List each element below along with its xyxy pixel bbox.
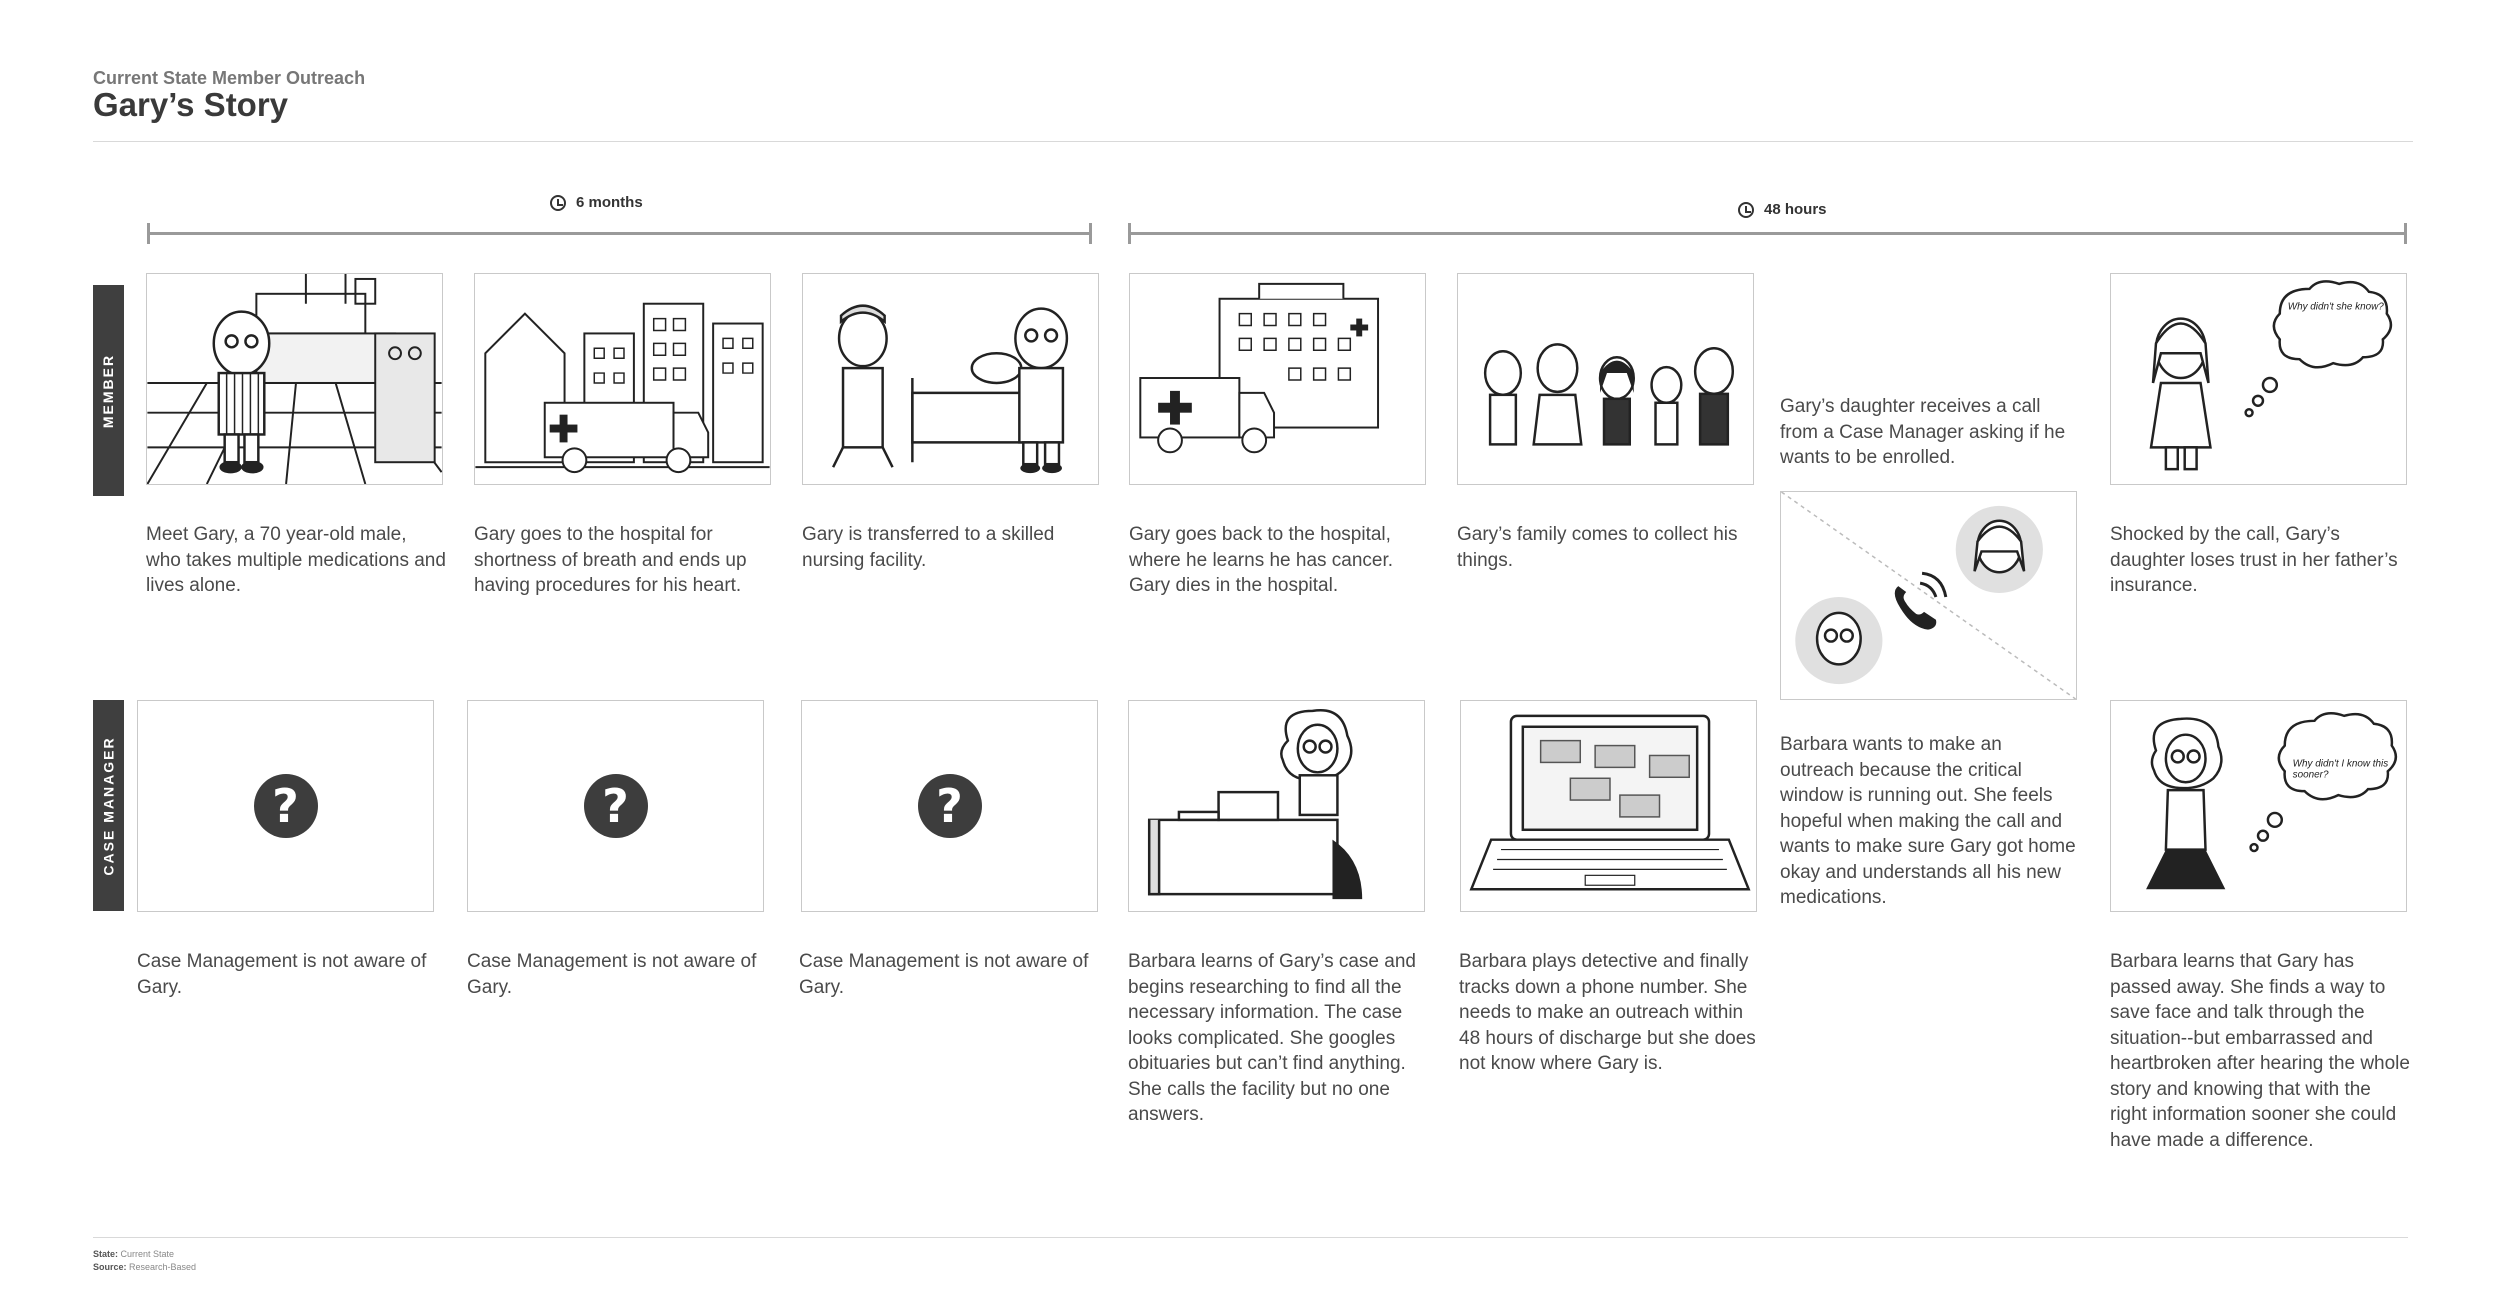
footer-state-label: State: xyxy=(93,1249,119,1259)
lane-member xyxy=(93,285,124,496)
timeline-span-48-hours xyxy=(1128,232,2407,235)
panel-phone-call xyxy=(1780,491,2077,700)
laptop-illustration xyxy=(1461,701,1756,911)
clock-icon xyxy=(1738,202,1754,218)
question-mark-icon: ? xyxy=(254,774,318,838)
daughter-thought-text: Why didn't she know? xyxy=(2287,301,2384,313)
footer-source-label: Source: xyxy=(93,1262,127,1272)
panel-hospital-heart xyxy=(474,273,771,485)
footer-source-value: Research-Based xyxy=(129,1262,197,1272)
daughter-thought-illustration xyxy=(2111,274,2406,484)
header-divider xyxy=(93,141,2413,142)
panel-hospital-cancer xyxy=(1129,273,1426,485)
question-mark-icon: ? xyxy=(918,774,982,838)
cm-caption-7: Barbara learns that Gary has passed away. She finds a way to save face and talk through the situation--but embarrassed and heartbroken after hearing the whole story and knowing that with the right information sooner she could have made a difference. xyxy=(2110,951,2410,1151)
footer-state-value: Current State xyxy=(120,1249,175,1259)
lane-case-manager xyxy=(93,700,124,911)
member-caption-2: Gary goes to the hospital for shortness of breath and ends up having procedures for his heart. xyxy=(474,524,747,596)
panel-barbara-passed xyxy=(2110,700,2407,912)
member-caption-5: Gary’s family comes to collect his things. xyxy=(1457,524,1738,571)
phone-call-illustration xyxy=(1781,492,2076,699)
panel-laptop xyxy=(1460,700,1757,912)
nurse-bed-illustration xyxy=(803,274,1098,484)
cm-caption-3: Case Management is not aware of Gary. xyxy=(799,951,1089,998)
member-caption-1: Meet Gary, a 70 year-old male, who takes multiple medications and lives alone. xyxy=(146,524,446,596)
cm-caption-1: Case Management is not aware of Gary. xyxy=(137,951,427,998)
timeline-span-6-months xyxy=(147,232,1092,235)
footer-divider xyxy=(93,1237,2408,1238)
hospital-illustration xyxy=(1130,274,1425,484)
duration-6-months xyxy=(550,194,643,211)
lane-member-label: MEMBER xyxy=(100,353,117,428)
lane-case-manager-label: CASE MANAGER xyxy=(100,735,117,876)
family-illustration xyxy=(1458,274,1753,484)
city-ambulance-illustration xyxy=(475,274,770,484)
duration-label: 6 months xyxy=(576,194,643,211)
panel-family xyxy=(1457,273,1754,485)
member-caption-7: Shocked by the call, Gary’s daughter loses trust in her father’s insurance. xyxy=(2110,524,2398,596)
panel-cm-unknown-3 xyxy=(801,700,1098,912)
footer-state xyxy=(93,1249,174,1259)
cm-caption-2: Case Management is not aware of Gary. xyxy=(467,951,757,998)
member-caption-4: Gary goes back to the hospital, where he learns he has cancer. Gary dies in the hospital. xyxy=(1129,524,1394,596)
footer-source xyxy=(93,1262,196,1272)
panel-cm-unknown-2 xyxy=(467,700,764,912)
duration-label: 48 hours xyxy=(1764,201,1827,218)
page-kicker: Current State Member Outreach xyxy=(93,68,366,88)
barbara-thought-text: Why didn't I know this sooner? xyxy=(2292,758,2389,781)
panel-gary-kitchen xyxy=(146,273,443,485)
barbara-thought-illustration xyxy=(2111,701,2406,911)
cm-caption-5: Barbara plays detective and finally tracks down a phone number. She needs to make an outreach within 48 hours of discharge but she does not know where Gary is. xyxy=(1459,951,1756,1074)
member-caption-6: Gary’s daughter receives a call from a Case Manager asking if he wants to be enrolled. xyxy=(1780,396,2066,468)
gary-kitchen-illustration xyxy=(147,274,442,484)
panel-cm-unknown-1 xyxy=(137,700,434,912)
cm-caption-4: Barbara learns of Gary’s case and begins researching to find all the necessary information. The case looks complicated. She googles obituaries but can’t find anything. She calls the facility but no one answers. xyxy=(1128,951,1416,1125)
cm-caption-6: Barbara wants to make an outreach because the critical window is running out. She feels hopeful when making the call and wants to make sure Gary got home okay and understands all his new medications. xyxy=(1780,734,2076,908)
clock-icon xyxy=(550,195,566,211)
duration-48-hours xyxy=(1738,201,1827,218)
member-caption-3: Gary is transferred to a skilled nursing facility. xyxy=(802,524,1055,571)
panel-daughter-shocked xyxy=(2110,273,2407,485)
page-title: Gary’s Story xyxy=(93,86,289,123)
question-mark-icon: ? xyxy=(584,774,648,838)
panel-nursing-facility xyxy=(802,273,1099,485)
barbara-desk-illustration xyxy=(1129,701,1424,911)
panel-barbara-desk xyxy=(1128,700,1425,912)
